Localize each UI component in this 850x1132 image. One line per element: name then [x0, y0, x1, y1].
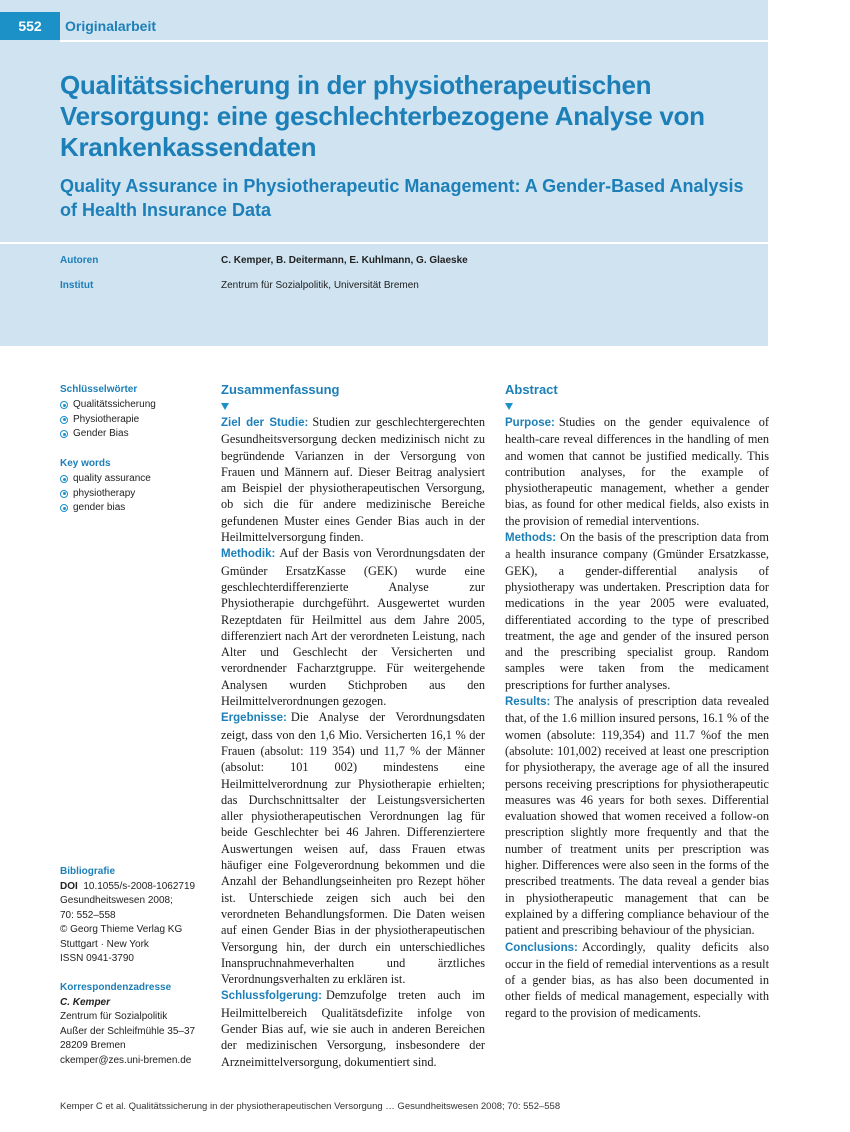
triangle-down-icon	[505, 403, 513, 410]
keyword-item: Gender Bias	[60, 427, 156, 442]
keyword-item: physiotherapy	[60, 487, 151, 502]
page-number: 552	[0, 12, 60, 40]
title-german: Qualitätssicherung in der physiotherapeutischen Versorgung: eine geschlechterbezogene Analyse von Krankenkassendaten	[60, 70, 705, 162]
keyword-item: gender bias	[60, 501, 151, 516]
bullet-icon	[60, 475, 68, 483]
footer-citation: Kemper C et al. Qualitätssicherung in der physiotherapeutischen Versorgung … Gesundheitswesen 2008; 70: 552–558	[60, 1101, 561, 1112]
bibliography	[60, 865, 210, 967]
summary-de	[221, 414, 485, 1070]
correspondence-org: Zentrum für Sozialpolitik	[60, 1011, 168, 1022]
triangle-down-icon	[221, 403, 229, 410]
abstract-results: Results: The analysis of prescription data revealed that, of the 1.6 million insured persons, 16.1 % of the women (absolute: 119,354) and 11.7 %of the men (absolute: 101,002) received at least one prescription for physiotherapy, the average age of all the insured persons receiving prescriptions for physiotherapeutic measures was 46 years for both sexes. Differential evaluation showed that women received a follow-on prescription slightly more frequently and that the number of treatment units per prescription was higher. Differences were also seen in the forms of the prescribed treatments. The data reveal a gender bias in physiotherapeutic management that can be explained by a differing compliance behaviour of the patient and prescribing behaviour of the physician.	[505, 694, 769, 938]
abstract-en	[505, 414, 769, 1021]
publisher-city: Stuttgart · New York	[60, 938, 149, 950]
correspondence-heading: Korrespondenzadresse	[60, 982, 172, 993]
pages: 70: 552–558	[60, 909, 116, 921]
correspondence-street: Außer der Schleifmühle 35–37	[60, 1025, 196, 1037]
abstract-conclusions: Conclusions: Accordingly, quality deficits also occur in the field of remedial interventions as a result of a gender bias, as has also been documented in other fields of medical management, especially with regard to the provision of medicaments.	[505, 939, 769, 1020]
bullet-icon	[60, 430, 68, 438]
institute: Zentrum für Sozialpolitik, Universität Bremen	[221, 280, 419, 291]
summary-methods: Methodik: Auf der Basis von Verordnungsdaten der Gmünder ErsatzKasse (GEK) wurde eine geschlechterdifferenzierte Analyse zur Physiotherapie durchgeführt. Ausgewertet wurden Rezeptdaten für Heilmittel aus dem Jahre 2005, differenziert nach Art der verordneten Leistung, nach Alter und Geschlecht der Versicherten und verordnender Facharztgruppe. Für weitergehende Analysen wurden Stichproben aus den Heilmittelverordnungen gezogen.	[221, 546, 485, 709]
correspondence-city: 28209 Bremen	[60, 1040, 126, 1051]
header-band	[0, 0, 768, 346]
bibliography-heading: Bibliografie	[60, 866, 116, 877]
keyword-item: Physiotherapie	[60, 413, 156, 428]
journal: Gesundheitswesen 2008;	[60, 895, 173, 906]
keyword-item: Qualitätssicherung	[60, 398, 156, 413]
authors: C. Kemper, B. Deitermann, E. Kuhlmann, G. Glaeske	[221, 255, 468, 266]
section-label: Originalarbeit	[65, 18, 157, 34]
keywords-en-heading: Key words	[60, 458, 111, 469]
abstract-methods: Methods: On the basis of the prescription data from a health insurance company (Gmünder Ersatzkasse, GEK), a gender-differential analysis of physiotherapy was undertaken. Prescription data for medications in the year 2005 were evaluated, differentiated according to the type of prescribed treatment, the age and gender of the insured person and the prescribing specialist group. Random samples were taken from the medicament prescriptions for further analyses.	[505, 530, 769, 692]
keywords-de-list	[60, 398, 156, 442]
authors-label: Autoren	[60, 255, 99, 266]
summary-conclusion: Schlussfolgerung: Demzufolge treten auch im Heilmittelbereich Qualitätsdefizite infolge von Gender Bias auf, wie sie auch in anderen Bereichen der medizinischen Versorgung, insbesondere der Arzneimittelversorgung, dokumentiert sind.	[221, 988, 485, 1069]
abstract-purpose: Purpose: Studies on the gender equivalence of health-care reveal differences in the handling of men and women that cannot be justified medically. This contribution analyses, for the example of physiotherapeutic management, whether a gender bias, as found for other medical fields, also exists in the provision of remedial interventions.	[505, 415, 769, 528]
doi: 10.1055/s-2008-1062719	[83, 880, 196, 892]
header-rule	[60, 40, 768, 42]
bullet-icon	[60, 416, 68, 424]
header-divider	[0, 242, 768, 244]
summary-aim: Ziel der Studie: Studien zur geschlechtergerechten Gesundheitsversorgung decken medizinisch nicht zu begründende Varianzen in der Versorgung von Frauen und Männern auf. Dieser Beitrag analysiert am Beispiel der physiotherapeutischen Versorgung, ob sich die für andere medizinische Bereiche gefundenen Muster eines Gender Bias auch in der Heilmittelversorgung finden.	[221, 415, 485, 545]
bullet-icon	[60, 504, 68, 512]
keywords-en-list	[60, 472, 151, 516]
bullet-icon	[60, 401, 68, 409]
keywords-de-heading: Schlüsselwörter	[60, 384, 138, 395]
abstract-heading: Abstract	[505, 382, 558, 397]
summary-results: Ergebnisse: Die Analyse der Verordnungsdaten zeigt, dass von den 1,6 Mio. Versicherten 16,1 % der Frauen (absolut: 119 354) und 11,7 % der Männer (absolut: 101 002) mindestens eine Heilmittelverordnung zur Physiotherapie erhielten; das Durchschnittsalter der Leistungsversicherten aller physiotherapeutischen Verordnungen lag für beide Geschlechter bei 46 Jahren. Differenziertere Auswertungen weisen auf, dass Frauen etwas häufiger eine Folgeverordnung bekommen und die Anzahl der Behandlungseinheiten pro Rezept höher ist. Unterschiede zeigen sich auch bei den verordneten Behandlungsformen. Die Daten weisen auf einen Gender Bias in der physiotherapeutischen Versorgung hin, der durch ein unterschiedliches Inanspruchnahmeverhalten und ärztliches Verordnungsverhalten zu erklären ist.	[221, 710, 485, 987]
correspondence-name: C. Kemper	[60, 996, 111, 1008]
bullet-icon	[60, 490, 68, 498]
correspondence-email: ckemper@zes.uni-bremen.de	[60, 1054, 192, 1066]
copyright: © Georg Thieme Verlag KG	[60, 924, 183, 935]
summary-heading: Zusammenfassung	[221, 382, 340, 397]
issn: ISSN 0941-3790	[60, 953, 134, 964]
doi-label: DOI	[60, 880, 78, 892]
correspondence	[60, 981, 210, 1068]
keyword-item: quality assurance	[60, 472, 151, 487]
institute-label: Institut	[60, 280, 94, 291]
title-english: Quality Assurance in Physiotherapeutic Management: A Gender-Based Analysis of Health Insurance Data	[60, 176, 744, 220]
